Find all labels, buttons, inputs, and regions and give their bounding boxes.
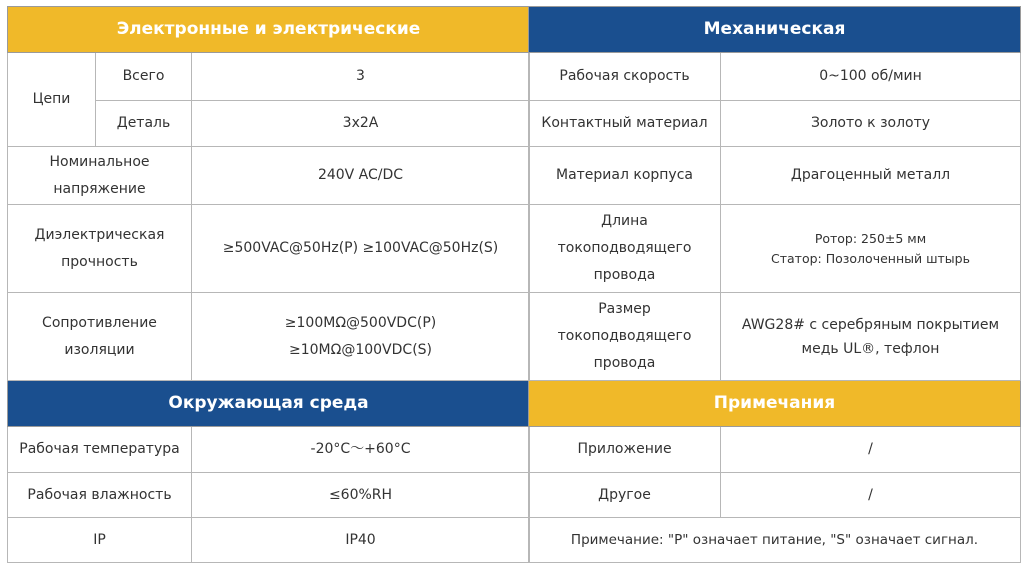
contact-material-value: Золото к золоту bbox=[721, 101, 1021, 147]
lead-length-rotor: Ротор: 250±5 мм bbox=[814, 230, 927, 246]
dielectric-value: ≥500VAC@50Hz(P) ≥100VAC@50Hz(S) bbox=[192, 205, 530, 293]
lead-length-stator: Статор: Позолоченный штырь bbox=[771, 250, 970, 266]
application-label: Приложение bbox=[529, 427, 721, 473]
housing-material-value: Драгоценный металл bbox=[721, 147, 1021, 205]
electrical-header: Электронные и электрические bbox=[8, 7, 530, 53]
lead-size-label: Размер токоподводящего провода bbox=[529, 293, 721, 381]
speed-label: Рабочая скорость bbox=[529, 53, 721, 101]
voltage-value: 240V AC/DC bbox=[192, 147, 530, 205]
humidity-label: Рабочая влажность bbox=[8, 473, 192, 518]
remark: Примечание: "P" означает питание, "S" означает сигнал. bbox=[529, 518, 1021, 563]
insulation-value bbox=[192, 293, 530, 381]
insulation-value-line-1: ≥100MΩ@500VDC(P) bbox=[284, 314, 437, 331]
lead-length-label: Длина токоподводящего провода bbox=[529, 205, 721, 293]
total-value: 3 bbox=[192, 53, 530, 101]
other-value: / bbox=[721, 473, 1021, 518]
temperature-label: Рабочая температура bbox=[8, 427, 192, 473]
contact-material-label: Контактный материал bbox=[529, 101, 721, 147]
total-label: Всего bbox=[96, 53, 192, 101]
ip-value: IP40 bbox=[192, 518, 530, 563]
voltage-label: Номинальное напряжение bbox=[8, 147, 192, 205]
lead-size-value: AWG28# с серебряным покрытием медь UL®, тефлон bbox=[721, 293, 1021, 381]
detail-label: Деталь bbox=[96, 101, 192, 147]
humidity-value: ≤60%RH bbox=[192, 473, 530, 518]
notes-header: Примечания bbox=[529, 381, 1021, 427]
environment-header: Окружающая среда bbox=[8, 381, 530, 427]
insulation-value-line-2: ≥10MΩ@100VDC(S) bbox=[289, 341, 433, 358]
housing-material-label: Материал корпуса bbox=[529, 147, 721, 205]
dielectric-label: Диэлектрическая прочность bbox=[8, 205, 192, 293]
temperature-value: -20°C～+60°C bbox=[192, 427, 530, 473]
mechanical-notes-table bbox=[528, 6, 1021, 563]
electrical-environment-table bbox=[7, 6, 530, 563]
lead-length-value bbox=[721, 205, 1021, 293]
insulation-label: Сопротивление изоляции bbox=[8, 293, 192, 381]
speed-value: 0~100 об/мин bbox=[721, 53, 1021, 101]
other-label: Другое bbox=[529, 473, 721, 518]
detail-value: 3x2A bbox=[192, 101, 530, 147]
ip-label: IP bbox=[8, 518, 192, 563]
application-value: / bbox=[721, 427, 1021, 473]
mechanical-header: Механическая bbox=[529, 7, 1021, 53]
circuits-label: Цепи bbox=[8, 53, 96, 147]
